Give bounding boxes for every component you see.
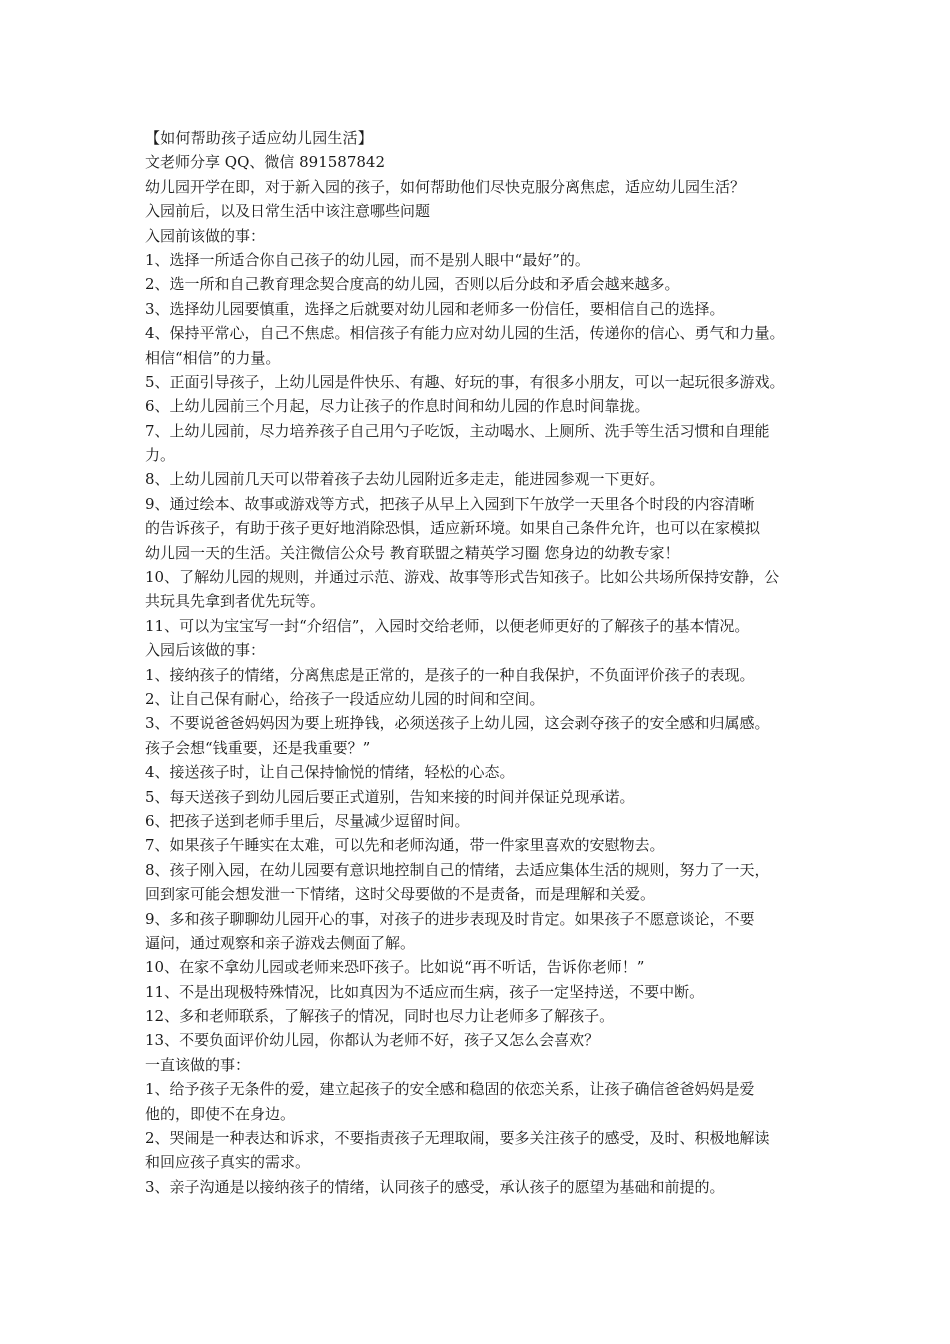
list-item-line: 相信“相信”的力量。 (145, 348, 281, 367)
list-item (145, 907, 825, 956)
list-item (145, 858, 825, 907)
list-item (145, 565, 825, 614)
list-item-line: 11、不是出现极特殊情况，比如真因为不适应而生病，孩子一定坚持送，不要中断。 (145, 982, 705, 1001)
list-item (145, 809, 825, 833)
list-item (145, 833, 825, 857)
list-item-line: 幼儿园一天的生活。关注微信公众号 教育联盟之精英学习圈 您身边的幼教专家！ (145, 543, 680, 562)
section-heading: 一直该做的事： (145, 1055, 251, 1074)
list-item-line: 6、把孩子送到老师手里后，尽量减少逗留时间。 (145, 811, 470, 830)
list-item (145, 492, 825, 565)
list-item-line: 5、每天送孩子到幼儿园后要正式道别，告知来接的时间并保证兑现承诺。 (145, 787, 635, 806)
section (145, 224, 825, 639)
list-item (145, 687, 825, 711)
list-item-line: 回到家可能会想发泄一下情绪，这时父母要做的不是责备，而是理解和关爱。 (145, 885, 656, 904)
list-item-line: 6、上幼儿园前三个月起，尽力让孩子的作息时间和幼儿园的作息时间靠拢。 (145, 397, 650, 416)
list-item (145, 1004, 825, 1028)
list-item-line: 3、不要说爸爸妈妈因为要上班挣钱，必须送孩子上幼儿园，这会剥夺孩子的安全感和归属感。 (145, 714, 770, 733)
list-item-line: 9、通过绘本、故事或游戏等方式，把孩子从早上入园到下午放学一天里各个时段的内容清晰 (145, 494, 755, 513)
list-item-line: 共玩具先拿到者优先玩等。 (145, 592, 326, 611)
author-line: 文老师分享 QQ、微信 891587842 (145, 153, 386, 172)
list-item-line: 11、可以为宝宝写一封“介绍信”，入园时交给老师，以便老师更好的了解孩子的基本情况。 (145, 616, 750, 635)
list-item-line: 1、选择一所适合你自己孩子的幼儿园，而不是别人眼中“最好”的。 (145, 250, 590, 269)
list-item-line: 12、多和老师联系，了解孩子的情况，同时也尽力让老师多了解孩子。 (145, 1007, 615, 1026)
list-item-line: 10、在家不拿幼儿园或老师来恐吓孩子。比如说“再不听话，告诉你老师！” (145, 958, 645, 977)
list-item-line: 1、接纳孩子的情绪，分离焦虑是正常的，是孩子的一种自我保护，不负面评价孩子的表现。 (145, 665, 755, 684)
list-item (145, 785, 825, 809)
list-item-line: 1、给予孩子无条件的爱，建立起孩子的安全感和稳固的依恋关系，让孩子确信爸爸妈妈是爱 (145, 1080, 755, 1099)
list-item (145, 663, 825, 687)
intro-line: 入园前后，以及日常生活中该注意哪些问题 (145, 202, 431, 221)
document-body (145, 126, 825, 1199)
document-title: 【如何帮助孩子适应幼儿园生活】 (145, 129, 374, 147)
list-item (145, 297, 825, 321)
list-item-line: 2、选一所和自己教育理念契合度高的幼儿园，否则以后分歧和矛盾会越来越多。 (145, 275, 680, 294)
list-item (145, 1175, 825, 1199)
list-item-line: 3、亲子沟通是以接纳孩子的情绪，认同孩子的感受，承认孩子的愿望为基础和前提的。 (145, 1177, 725, 1196)
sections-container (145, 224, 825, 1200)
list-item-line: 5、正面引导孩子，上幼儿园是件快乐、有趣、好玩的事，有很多小朋友，可以一起玩很多游戏。 (145, 372, 785, 391)
list-item-line: 孩子会想“钱重要，还是我重要？” (145, 738, 371, 757)
section-heading: 入园后该做的事： (145, 641, 266, 660)
list-item-line: 2、让自己保有耐心，给孩子一段适应幼儿园的时间和空间。 (145, 689, 545, 708)
list-item-line: 10、了解幼儿园的规则，并通过示范、游戏、故事等形式告知孩子。比如公共场所保持安静，公 (145, 568, 780, 587)
section (145, 1053, 825, 1199)
list-item (145, 1028, 825, 1052)
list-item (145, 370, 825, 394)
list-item-line: 的告诉孩子，有助于孩子更好地消除恐惧，适应新环境。如果自己条件允许，也可以在家模拟 (145, 519, 761, 538)
section (145, 638, 825, 1053)
list-item (145, 955, 825, 979)
list-item-line: 7、上幼儿园前，尽力培养孩子自己用勺子吃饭，主动喝水、上厕所、洗手等生活习惯和自理能 (145, 421, 770, 440)
list-item-line: 8、上幼儿园前几天可以带着孩子去幼儿园附近多走走，能进园参观一下更好。 (145, 470, 665, 489)
list-item (145, 711, 825, 760)
list-item-line: 3、选择幼儿园要慎重，选择之后就要对幼儿园和老师多一份信任，要相信自己的选择。 (145, 299, 725, 318)
list-item-line: 和回应孩子真实的需求。 (145, 1153, 311, 1172)
list-item-line: 他的，即使不在身边。 (145, 1104, 296, 1123)
list-item (145, 1126, 825, 1175)
list-item-line: 13、不要负面评价幼儿园，你都认为老师不好，孩子又怎么会喜欢？ (145, 1031, 600, 1050)
list-item-line: 9、多和孩子聊聊幼儿园开心的事，对孩子的进步表现及时肯定。如果孩子不愿意谈论，不要 (145, 909, 755, 928)
list-item-line: 4、接送孩子时，让自己保持愉悦的情绪，轻松的心态。 (145, 763, 515, 782)
list-item (145, 760, 825, 784)
intro-line: 幼儿园开学在即，对于新入园的孩子，如何帮助他们尽快克服分离焦虑，适应幼儿园生活？ (145, 177, 746, 196)
list-item-line: 7、如果孩子午睡实在太难，可以先和老师沟通，带一件家里喜欢的安慰物去。 (145, 836, 665, 855)
list-item-line: 2、哭闹是一种表达和诉求，不要指责孩子无理取闹，要多关注孩子的感受，及时、积极地解读 (145, 1129, 770, 1148)
list-item (145, 272, 825, 296)
list-item (145, 419, 825, 468)
section-heading: 入园前该做的事： (145, 226, 266, 245)
intro-paragraph (145, 175, 825, 224)
list-item (145, 248, 825, 272)
list-item-line: 逼问，通过观察和亲子游戏去侧面了解。 (145, 933, 416, 952)
list-item-line: 8、孩子刚入园，在幼儿园要有意识地控制自己的情绪，去适应集体生活的规则，努力了一天， (145, 860, 770, 879)
list-item (145, 1077, 825, 1126)
list-item-line: 力。 (145, 446, 176, 465)
list-item (145, 980, 825, 1004)
list-item (145, 321, 825, 370)
list-item (145, 394, 825, 418)
list-item-line: 4、保持平常心，自己不焦虑。相信孩子有能力应对幼儿园的生活，传递你的信心、勇气和力量。 (145, 324, 785, 343)
list-item (145, 614, 825, 638)
list-item (145, 467, 825, 491)
